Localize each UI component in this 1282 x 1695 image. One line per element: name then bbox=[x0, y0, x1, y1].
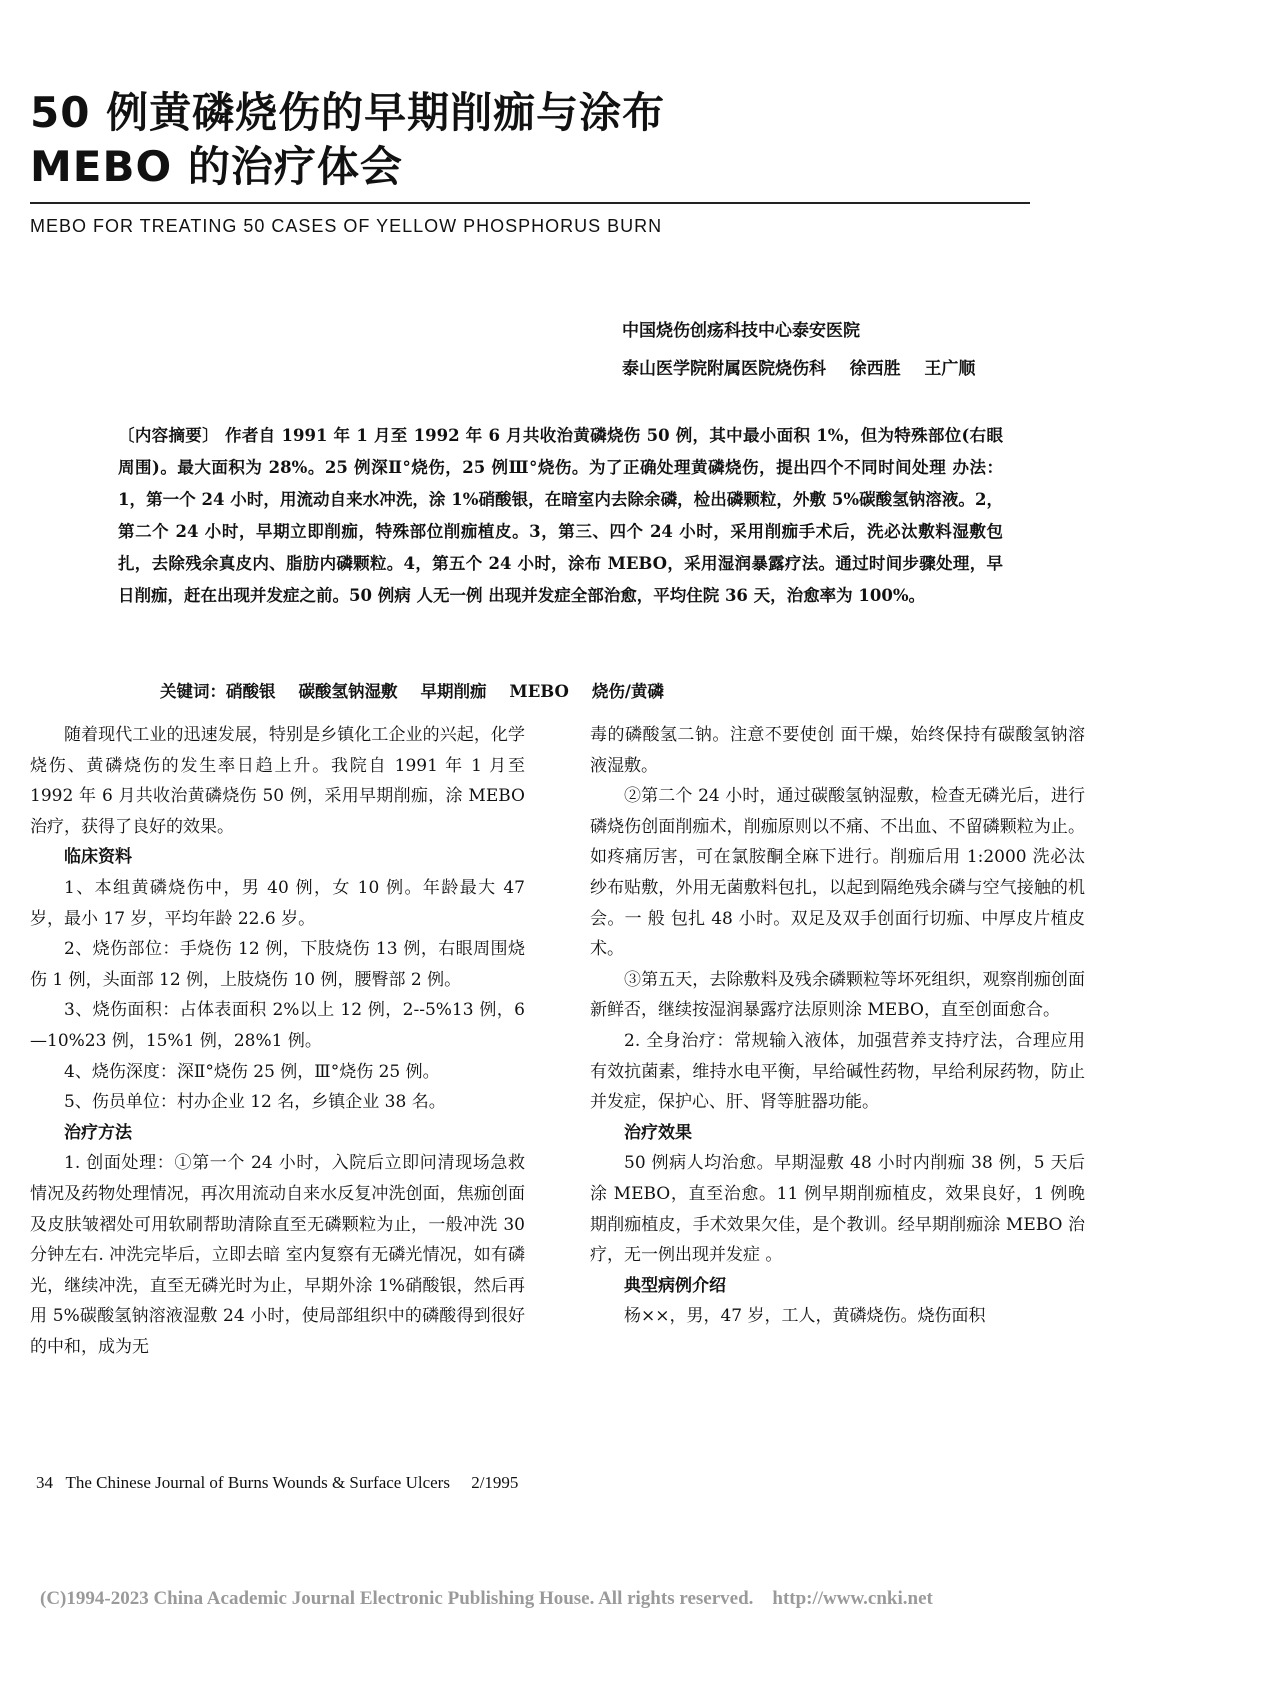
paragraph: 3、烧伤面积：占体表面积 2%以上 12 例，2--5%13 例，6—10%23 例，15%1 例，28%1 例。 bbox=[30, 1000, 525, 1051]
paragraph: 1. 创面处理：①第一个 24 小时，入院后立即问清现场急救情况及药物处理情况，再次用流动自来水反复冲洗创面，焦痂创面及皮肤皱褶处可用软刷帮助清除直至无磷颗粒为止，一般冲洗 30 分钟左右. 冲洗完毕后，立即去暗 室内复察有无磷光情况，如有磷光，继续冲洗，直至无磷光时为止，早期外涂 1%硝酸银，然后再用 5%碳酸氢钠溶液湿敷 24 小时，使局部组织中的磷酸得到很好的中和，成为无 bbox=[30, 1153, 525, 1357]
paragraph: 1、本组黄磷烧伤中，男 40 例，女 10 例。年龄最大 47 岁，最小 17 岁，平均年龄 22.6 岁。 bbox=[30, 877, 525, 929]
title-line-2: MEBO 的治疗体会 bbox=[30, 142, 403, 191]
paragraph: 50 例病人均治愈。早期湿敷 48 小时内削痂 38 例，5 天后涂 MEBO，直至治愈。11 例早期削痂植皮，效果良好，1 例晚期削痂植皮，手术效果欠佳，是个教训。经早期削痂涂 MEBO 治疗，无一例出现并发症 。 bbox=[590, 1153, 1085, 1266]
keywords: 关键词：硝酸银 碳酸氢钠湿敷 早期削痂 MEBO 烧伤/黄磷 bbox=[160, 682, 664, 701]
paragraph-continued: 毒的磷酸氢二钠。注意不要使创 面干燥，始终保持有碳酸氢钠溶液湿敷。 bbox=[590, 725, 1085, 776]
journal-footer: 34 The Chinese Journal of Burns Wounds & Surface Ulcers 2/1995 bbox=[36, 1473, 519, 1492]
abstract-text: 作者自 1991 年 1 月至 1992 年 6 月共收治黄磷烧伤 50 例，其中最小面积 1%，但为特殊部位(右眼周围)。最大面积为 28%。25 例深Ⅱ°烧伤，25 例Ⅲ°烧伤。为了正确处理黄磷烧伤，提出四个不同时间处理 办法：1，第一个 24 小时，用流动自来水冲洗，涂 1%硝酸银，在暗室内去除余磷，检出磷颗粒，外敷 5%碳酸氢钠溶液。2，第二个 24 小时，早期立即削痂，特殊部位削痂植皮。3，第三、四个 24 小时，采用削痂手术后，洗必汰敷料湿敷包扎，去除残余真皮内、脂肪内磷颗粒。4，第五个 24 小时，涂布 MEBO，采用湿润暴露疗法。通过时间步骤处理，早日削痂，赶在出现并发症之前。50 例病 人无一例 出现并发症全部治愈，平均住院 36 天，治愈率为 100%。 bbox=[118, 426, 1003, 605]
left-column bbox=[30, 720, 525, 1362]
paragraph: 2. 全身治疗：常规输入液体，加强营养支持疗法，合理应用有效抗菌素，维持水电平衡，早给碱性药物，早给利尿药物，防止并发症，保护心、肝、肾等脏器功能。 bbox=[590, 1030, 1085, 1113]
article-title bbox=[30, 86, 665, 194]
english-title: MEBO FOR TREATING 50 CASES OF YELLOW PHOSPHORUS BURN bbox=[30, 216, 663, 236]
affiliation-line-1: 中国烧伤创疡科技中心泰安医院 bbox=[622, 321, 860, 341]
section-heading: 临床资料 bbox=[64, 847, 132, 868]
paragraph: ②第二个 24 小时，通过碳酸氢钠湿敷，检查无磷光后，进行磷烧伤创面削痂术，削痂原则以不痛、不出血、不留磷颗粒为止。如疼痛厉害，可在氯胺酮全麻下进行。削痂后用 1:2000 洗必汰纱布贴敷，外用无菌敷料包扎，以起到隔绝残余磷与空气接触的机会。一 般 包扎 48 小时。双足及双手创面行切痂、中厚皮片植皮术。 bbox=[590, 786, 1085, 960]
section-heading: 治疗方法 bbox=[64, 1122, 132, 1143]
paragraph: ③第五天，去除敷料及残余磷颗粒等坏死组织，观察削痂创面新鲜否，继续按湿润暴露疗法原则涂 MEBO，直至创面愈合。 bbox=[590, 969, 1085, 1021]
abstract bbox=[118, 420, 1003, 612]
paragraph: 2、烧伤部位：手烧伤 12 例，下肢烧伤 13 例，右眼周围烧伤 1 例，头面部 12 例，上肢烧伤 10 例，腰臀部 2 例。 bbox=[30, 939, 525, 990]
title-rule bbox=[30, 202, 1030, 204]
paragraph: 随着现代工业的迅速发展，特别是乡镇化工企业的兴起，化学烧伤、黄磷烧伤的发生率日趋上升。我院自 1991 年 1 月至 1992 年 6 月共收治黄磷烧伤 50 例，采用早期削痂，涂 MEBO 治疗，获得了良好的效果。 bbox=[30, 725, 525, 837]
affiliation-line-2: 泰山医学院附属医院烧伤科 徐西胜 王广顺 bbox=[622, 359, 976, 379]
section-heading: 治疗效果 bbox=[624, 1122, 692, 1143]
paragraph: 5、伤员单位：村办企业 12 名，乡镇企业 38 名。 bbox=[64, 1092, 446, 1113]
copyright-watermark: (C)1994-2023 China Academic Journal Electronic Publishing House. All rights reserved. http://www.cnki.net bbox=[40, 1588, 933, 1609]
right-column bbox=[590, 720, 1085, 1332]
title-line-1: 50 例黄磷烧伤的早期削痂与涂布 bbox=[30, 88, 666, 137]
paragraph: 4、烧伤深度：深Ⅱ°烧伤 25 例，Ⅲ°烧伤 25 例。 bbox=[64, 1061, 440, 1082]
abstract-label: 〔内容摘要〕 bbox=[118, 426, 219, 445]
section-heading: 典型病例介绍 bbox=[624, 1275, 726, 1296]
paragraph: 杨××，男，47 岁，工人，黄磷烧伤。烧伤面积 bbox=[624, 1306, 986, 1327]
